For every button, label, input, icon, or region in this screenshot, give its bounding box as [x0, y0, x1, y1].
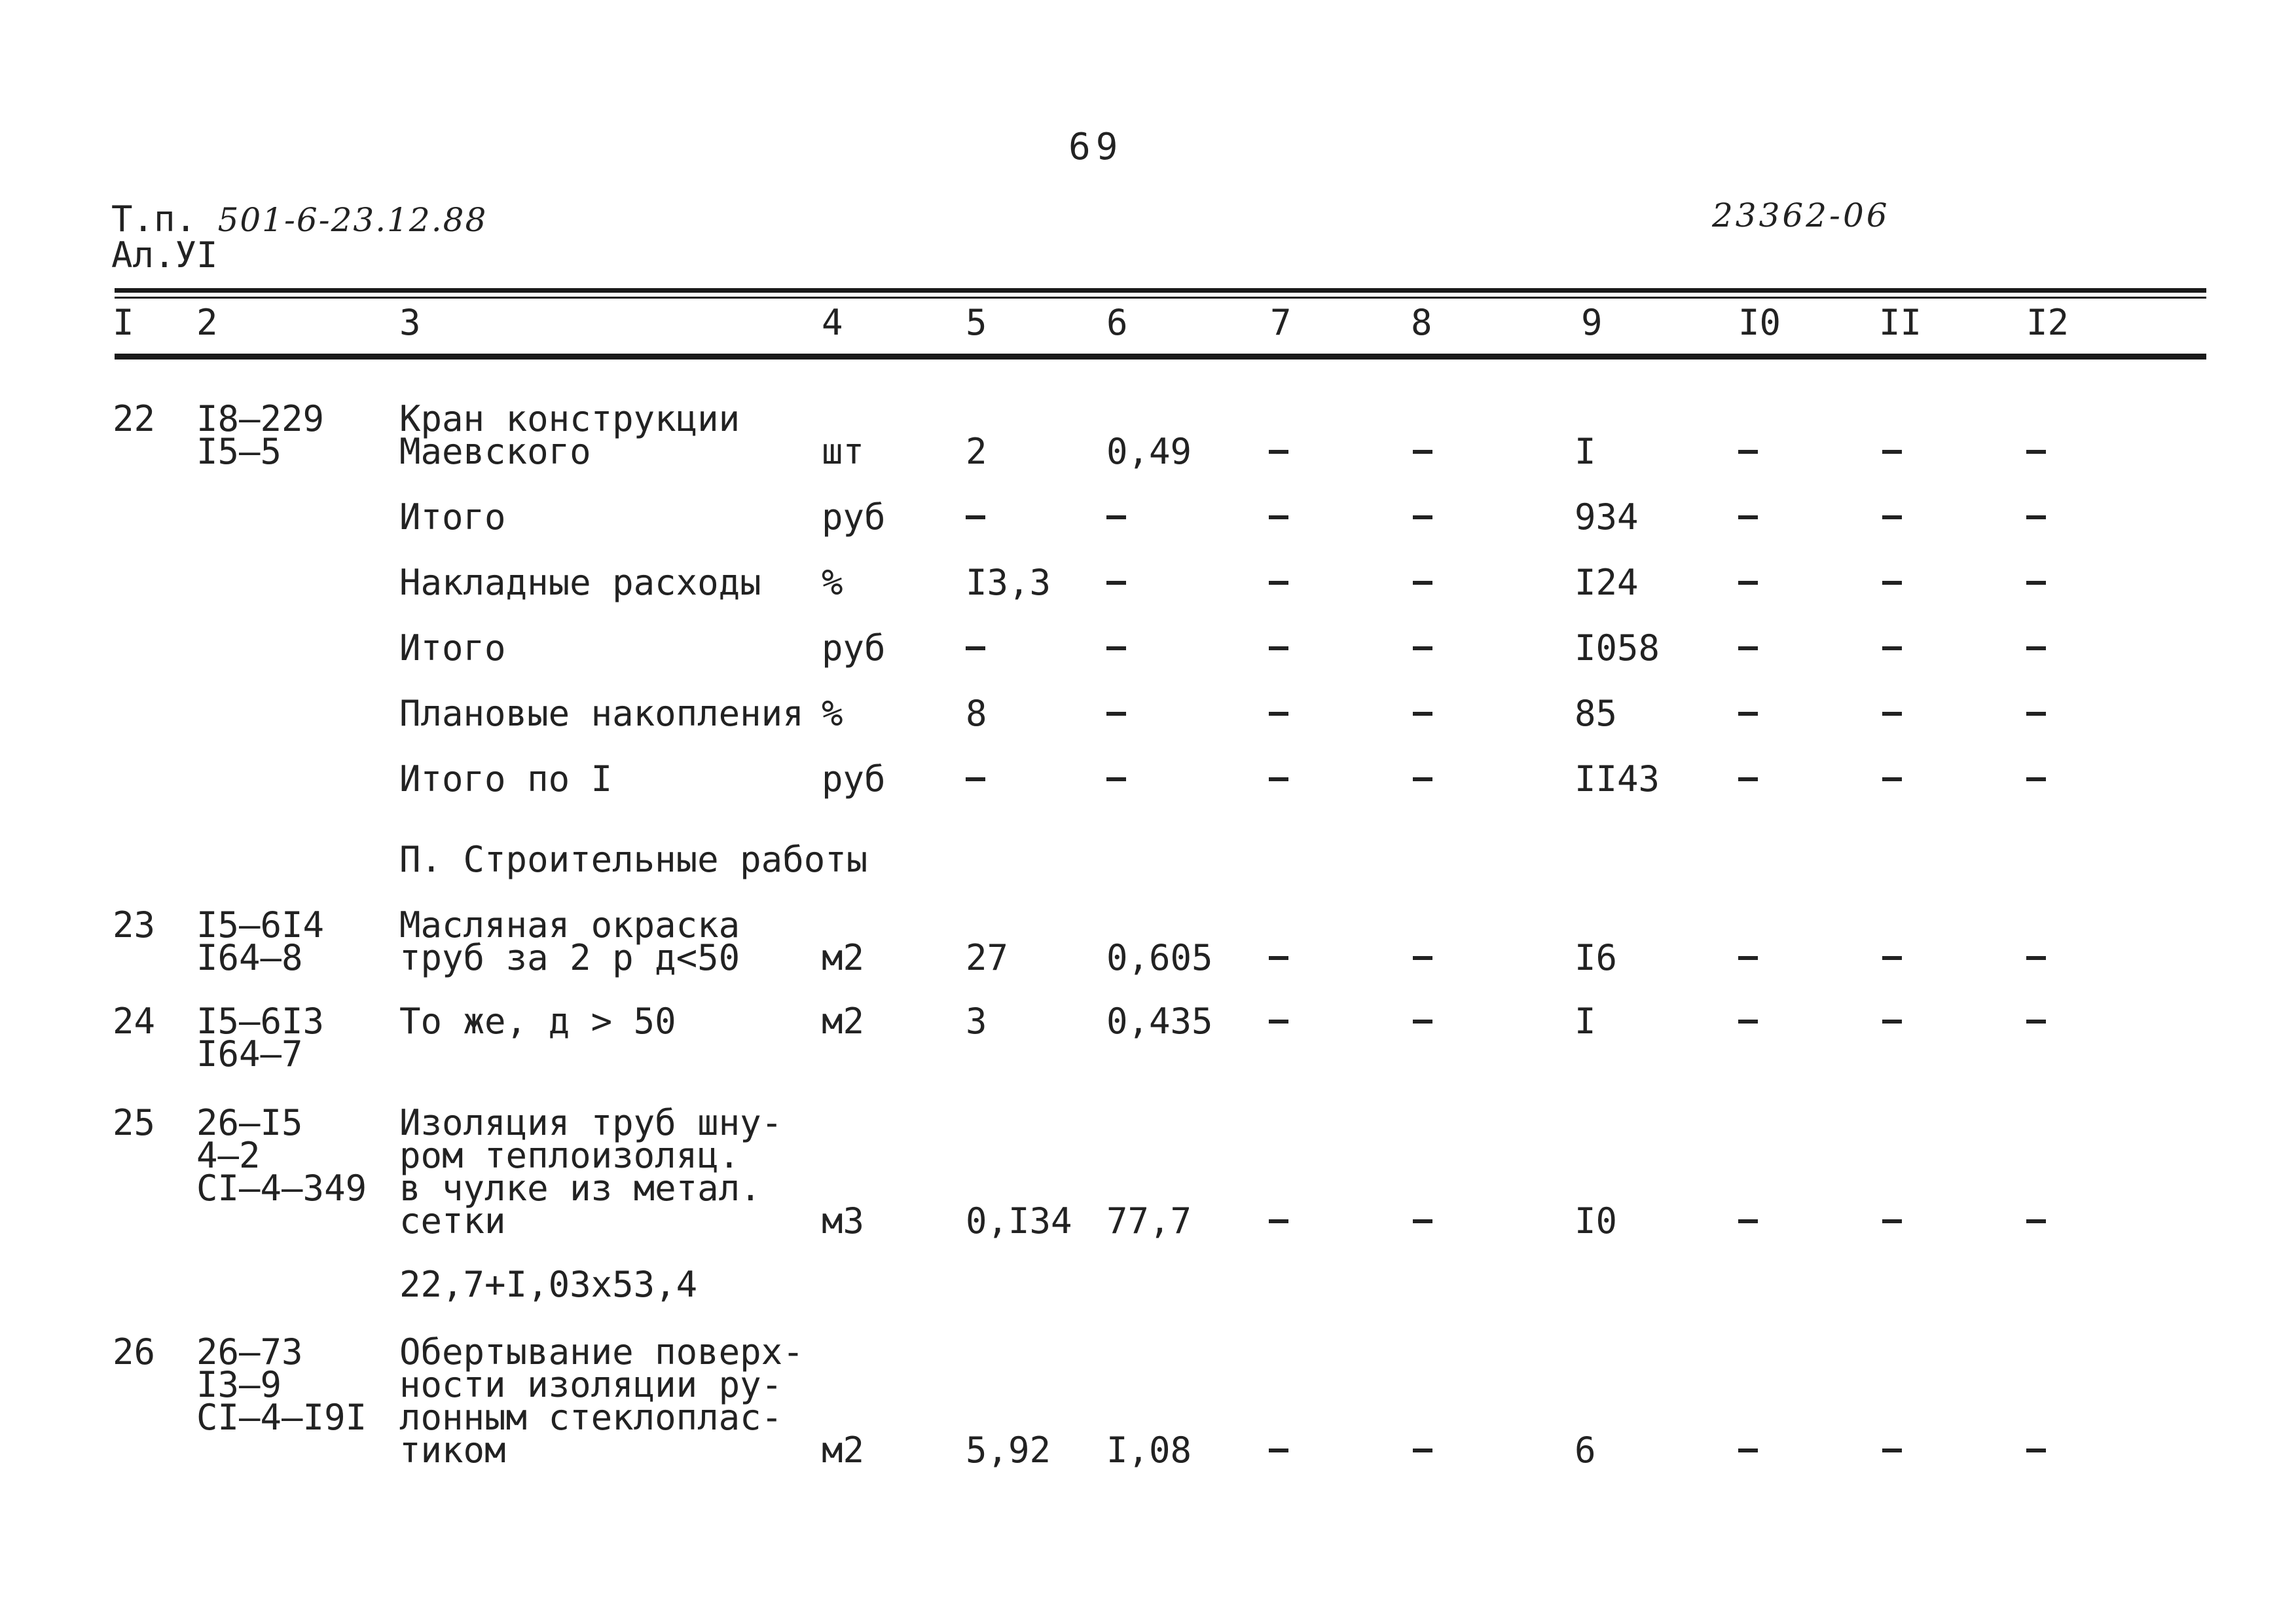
dash-mark — [1738, 1020, 1758, 1024]
dash-mark — [1738, 646, 1758, 650]
col-header-6: 6 — [1106, 302, 1128, 343]
dash-cell — [1738, 501, 1758, 534]
dash-mark — [2026, 450, 2046, 454]
dash-mark — [2026, 956, 2046, 960]
value-cell-c5: 0,I34 — [966, 1200, 1072, 1242]
row-name: 22,7+I,03х53,4 — [399, 1264, 698, 1305]
dash-cell — [1738, 1005, 1758, 1038]
dash-cell — [1738, 942, 1758, 974]
dash-mark — [2026, 1219, 2046, 1223]
dash-cell — [1413, 501, 1432, 534]
dash-mark — [1882, 646, 1902, 650]
row-code: I8–229 I5–5 — [196, 398, 325, 472]
dash-mark — [1882, 956, 1902, 960]
value-cell-c6: 0,49 — [1106, 431, 1192, 472]
dash-mark — [1413, 1449, 1432, 1452]
row-name: Итого по I — [399, 758, 613, 800]
dash-cell — [1413, 566, 1432, 599]
dash-cell — [1413, 632, 1432, 665]
row-name: То же, д > 50 — [399, 1001, 676, 1042]
doc-reference — [111, 198, 488, 240]
dash-mark — [2026, 1020, 2046, 1024]
dash-mark — [1269, 1020, 1288, 1024]
value-cell-c9: 85 — [1575, 693, 1618, 734]
dash-cell — [1269, 632, 1288, 665]
value-cell-c9: I6 — [1575, 937, 1618, 978]
row-unit: м3 — [822, 1200, 865, 1242]
dash-mark — [1269, 450, 1288, 454]
dash-mark — [1738, 777, 1758, 781]
row-number: 26 — [113, 1331, 156, 1373]
row-number: 25 — [113, 1102, 156, 1143]
value-cell-c9: 6 — [1575, 1430, 1596, 1471]
dash-cell — [1269, 763, 1288, 796]
dash-cell — [1269, 435, 1288, 468]
dash-cell — [1882, 1205, 1902, 1238]
row-name: Обертывание поверх- ности изоляции ру- лонным стеклоплас- тиком — [399, 1331, 804, 1471]
dash-mark — [1738, 712, 1758, 716]
dash-mark — [1106, 515, 1126, 519]
dash-mark — [2026, 1449, 2046, 1452]
dash-cell — [1106, 566, 1126, 599]
dash-mark — [1269, 581, 1288, 585]
value-cell-c5: 27 — [966, 937, 1009, 978]
dash-cell — [2026, 501, 2046, 534]
row-code: 26–I5 4–2 CI–4–349 — [196, 1102, 367, 1209]
dash-cell — [1882, 763, 1902, 796]
dash-cell — [1269, 697, 1288, 730]
value-cell-c9: 934 — [1575, 496, 1639, 538]
dash-mark — [1882, 581, 1902, 585]
dash-mark — [2026, 515, 2046, 519]
dash-cell — [2026, 1205, 2046, 1238]
value-cell-c6: I,08 — [1106, 1430, 1192, 1471]
row-name: Накладные расходы — [399, 562, 761, 603]
dash-cell — [2026, 435, 2046, 468]
page-number: 69 — [1068, 126, 1123, 168]
value-cell-c5: I3,3 — [966, 562, 1051, 603]
dash-mark — [1738, 1449, 1758, 1452]
dash-cell — [1882, 1434, 1902, 1467]
doc-reference-prefix: Т.п. — [111, 198, 197, 240]
row-number: 23 — [113, 904, 156, 946]
dash-cell — [1882, 566, 1902, 599]
dash-mark — [1413, 581, 1432, 585]
dash-mark — [1882, 712, 1902, 716]
dash-cell — [1882, 501, 1902, 534]
dash-mark — [1413, 515, 1432, 519]
value-cell-c9: I — [1575, 431, 1596, 472]
row-number: 22 — [113, 398, 156, 439]
row-unit: руб — [822, 627, 886, 669]
dash-mark — [1106, 712, 1126, 716]
dash-mark — [1269, 1449, 1288, 1452]
dash-mark — [1882, 777, 1902, 781]
dash-mark — [1269, 712, 1288, 716]
row-unit: руб — [822, 758, 886, 800]
row-code: I5–6I3 I64–7 — [196, 1001, 325, 1075]
dash-mark — [1738, 1219, 1758, 1223]
dash-cell — [966, 763, 985, 796]
dash-cell — [1738, 1205, 1758, 1238]
header-bottom-rule — [115, 354, 2206, 360]
dash-mark — [1413, 450, 1432, 454]
dash-mark — [1269, 1219, 1288, 1223]
dash-cell — [2026, 1005, 2046, 1038]
dash-cell — [1413, 763, 1432, 796]
col-header-11: II — [1879, 302, 1922, 343]
row-code: 26–73 I3–9 CI–4–I9I — [196, 1331, 367, 1438]
col-header-3: 3 — [399, 302, 421, 343]
col-header-12: I2 — [2026, 302, 2069, 343]
dash-mark — [1413, 712, 1432, 716]
col-header-1: I — [113, 302, 134, 343]
dash-mark — [1106, 777, 1126, 781]
col-header-8: 8 — [1411, 302, 1432, 343]
dash-cell — [1882, 632, 1902, 665]
value-cell-c9: II43 — [1575, 758, 1660, 800]
row-number: 24 — [113, 1001, 156, 1042]
value-cell-c5: 2 — [966, 431, 987, 472]
row-unit: м2 — [822, 1001, 865, 1042]
dash-cell — [1106, 632, 1126, 665]
dash-cell — [1413, 942, 1432, 974]
dash-cell — [1106, 501, 1126, 534]
row-unit: % — [822, 562, 843, 603]
row-code: I5–6I4 I64–8 — [196, 904, 325, 978]
dash-mark — [1269, 646, 1288, 650]
dash-cell — [1413, 1205, 1432, 1238]
dash-cell — [1738, 1434, 1758, 1467]
dash-mark — [1413, 1219, 1432, 1223]
dash-mark — [2026, 581, 2046, 585]
dash-cell — [1269, 566, 1288, 599]
dash-mark — [1882, 450, 1902, 454]
value-cell-c6: 0,435 — [1106, 1001, 1213, 1042]
col-header-10: I0 — [1738, 302, 1781, 343]
doc-reference-number: 501-6-23.12.88 — [217, 201, 488, 239]
dash-mark — [1882, 1449, 1902, 1452]
row-name: П. Строительные работы — [399, 839, 868, 880]
dash-mark — [1738, 956, 1758, 960]
dash-mark — [966, 515, 985, 519]
dash-mark — [1738, 581, 1758, 585]
row-name: Изоляция труб шну- ром теплоизоляц. в чулке из метал. сетки — [399, 1102, 783, 1242]
dash-cell — [1106, 763, 1126, 796]
row-name: Кран конструкции Маевского — [399, 398, 740, 472]
dash-mark — [2026, 646, 2046, 650]
row-name: Итого — [399, 627, 506, 669]
dash-mark — [1738, 515, 1758, 519]
col-header-7: 7 — [1270, 302, 1292, 343]
row-unit: м2 — [822, 1430, 865, 1471]
dash-cell — [1738, 435, 1758, 468]
dash-cell — [1738, 763, 1758, 796]
row-name: Масляная окраска труб за 2 р д<50 — [399, 904, 740, 978]
row-name: Итого — [399, 496, 506, 538]
dash-mark — [2026, 712, 2046, 716]
row-name: Плановые накопления — [399, 693, 804, 734]
dash-mark — [1882, 515, 1902, 519]
value-cell-c9: I — [1575, 1001, 1596, 1042]
dash-mark — [1413, 956, 1432, 960]
dash-cell — [1413, 1434, 1432, 1467]
dash-mark — [966, 777, 985, 781]
value-cell-c5: 8 — [966, 693, 987, 734]
dash-cell — [966, 501, 985, 534]
album-label: Ал.УI — [111, 234, 218, 276]
dash-cell — [1413, 435, 1432, 468]
dash-cell — [1882, 942, 1902, 974]
dash-cell — [1413, 1005, 1432, 1038]
value-cell-c5: 5,92 — [966, 1430, 1051, 1471]
dash-cell — [2026, 566, 2046, 599]
col-header-5: 5 — [966, 302, 987, 343]
dash-mark — [1269, 956, 1288, 960]
dash-cell — [2026, 1434, 2046, 1467]
dash-cell — [1106, 697, 1126, 730]
value-cell-c9: I24 — [1575, 562, 1639, 603]
value-cell-c9: I058 — [1575, 627, 1660, 669]
dash-mark — [1413, 646, 1432, 650]
dash-cell — [2026, 763, 2046, 796]
dash-cell — [2026, 942, 2046, 974]
dash-mark — [1106, 646, 1126, 650]
dash-cell — [1269, 1434, 1288, 1467]
dash-mark — [1413, 1020, 1432, 1024]
row-unit: шт — [822, 431, 865, 472]
doc-code: 23362-06 — [1712, 196, 1890, 234]
dash-mark — [966, 646, 985, 650]
col-header-2: 2 — [196, 302, 218, 343]
dash-cell — [1738, 566, 1758, 599]
value-cell-c9: I0 — [1575, 1200, 1618, 1242]
col-header-9: 9 — [1581, 302, 1603, 343]
header-top-rule — [115, 288, 2206, 293]
value-cell-c6: 77,7 — [1106, 1200, 1192, 1242]
dash-cell — [1882, 697, 1902, 730]
dash-cell — [1413, 697, 1432, 730]
dash-cell — [1882, 435, 1902, 468]
dash-mark — [1738, 450, 1758, 454]
dash-cell — [2026, 632, 2046, 665]
dash-cell — [1738, 632, 1758, 665]
dash-cell — [966, 632, 985, 665]
header-top-rule-thin — [115, 297, 2206, 299]
dash-cell — [1882, 1005, 1902, 1038]
dash-mark — [1882, 1219, 1902, 1223]
dash-cell — [1269, 942, 1288, 974]
dash-mark — [1882, 1020, 1902, 1024]
row-unit: м2 — [822, 937, 865, 978]
value-cell-c6: 0,605 — [1106, 937, 1213, 978]
dash-mark — [1269, 777, 1288, 781]
dash-mark — [2026, 777, 2046, 781]
row-unit: руб — [822, 496, 886, 538]
dash-cell — [2026, 697, 2046, 730]
dash-cell — [1738, 697, 1758, 730]
dash-cell — [1269, 1005, 1288, 1038]
dash-mark — [1413, 777, 1432, 781]
col-header-4: 4 — [822, 302, 843, 343]
dash-mark — [1269, 515, 1288, 519]
value-cell-c5: 3 — [966, 1001, 987, 1042]
dash-cell — [1269, 1205, 1288, 1238]
dash-cell — [1269, 501, 1288, 534]
dash-mark — [1106, 581, 1126, 585]
row-unit: % — [822, 693, 843, 734]
